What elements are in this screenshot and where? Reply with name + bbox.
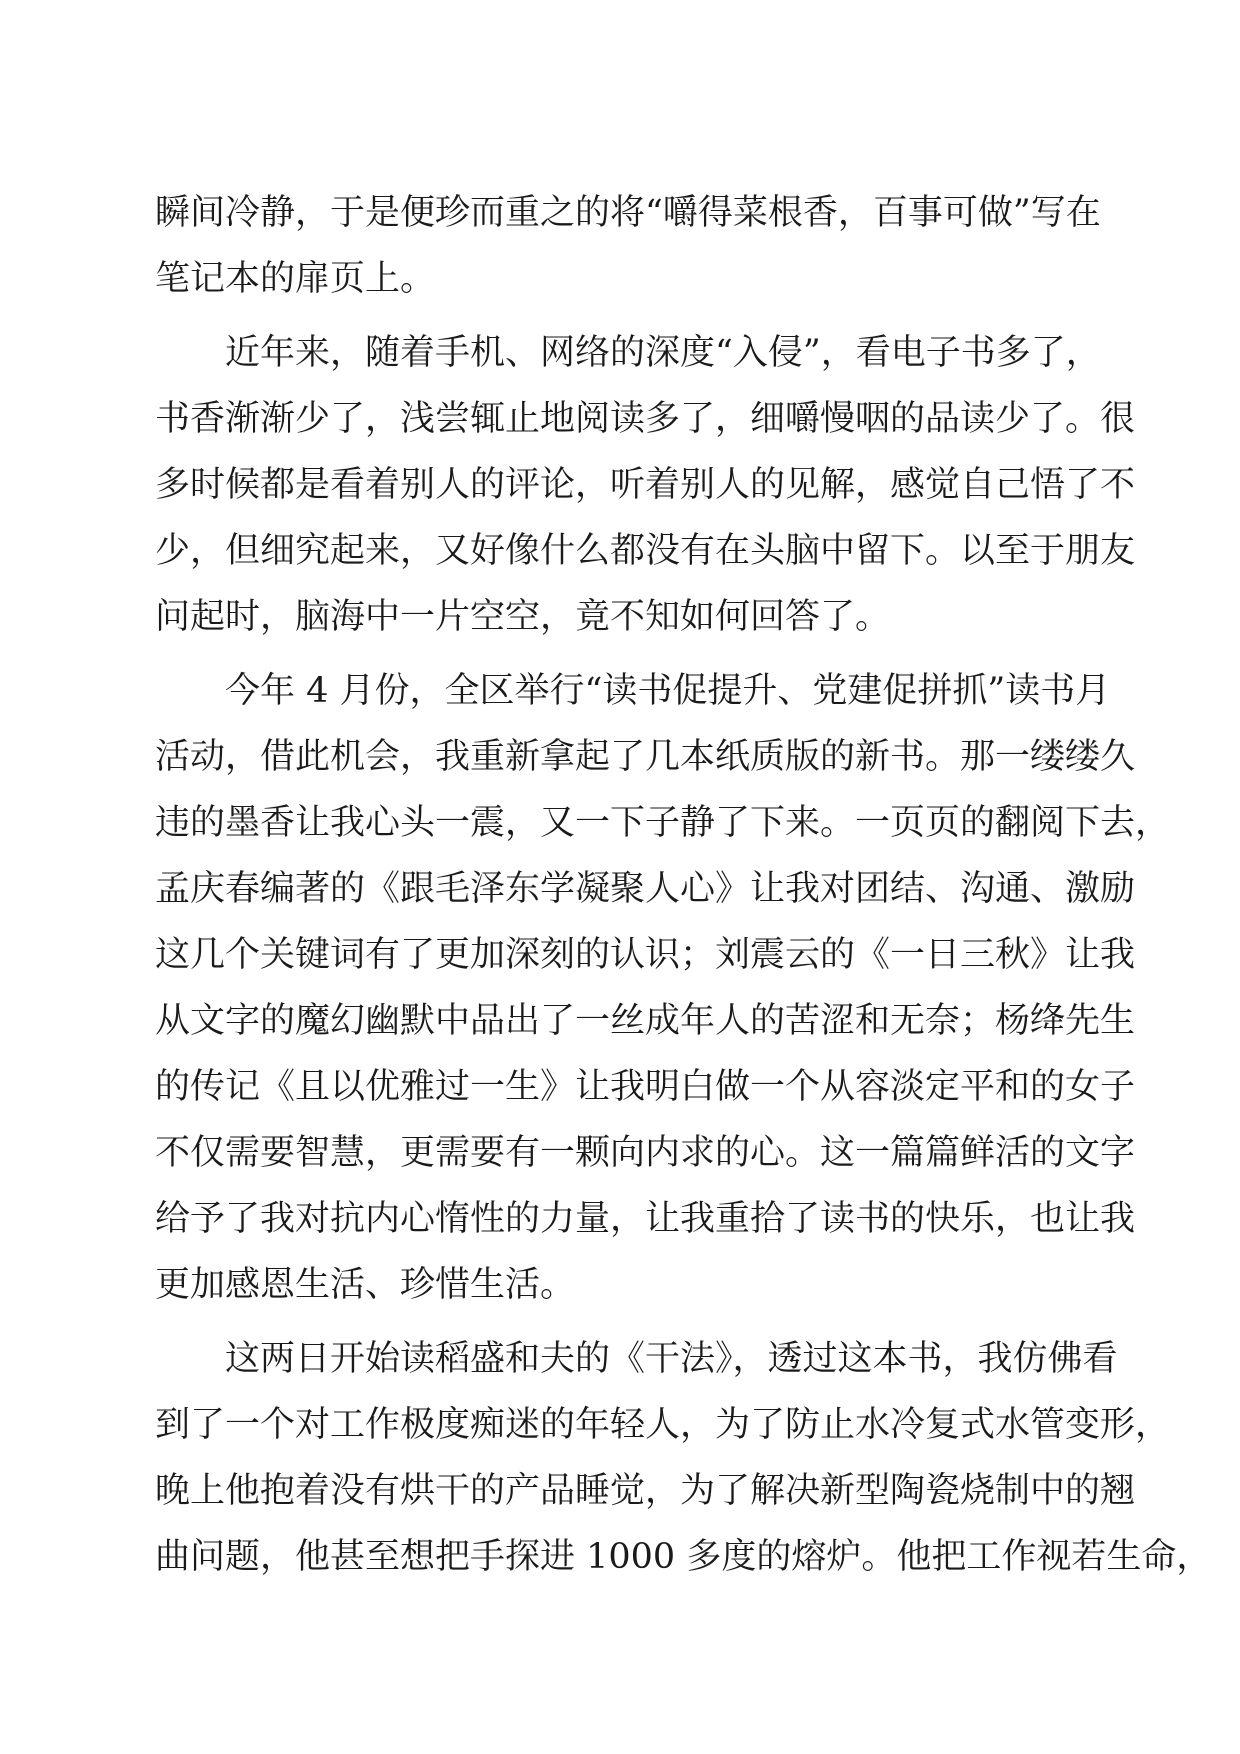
text-line: 瞬间冷静，于是便珍而重之的将“嚼得菜根香，百事可做”写在	[155, 193, 1101, 233]
text-line: 书香渐渐少了，浅尝辄止地阅读多了，细嚼慢咽的品读少了。很	[155, 399, 1136, 439]
text-line: 少，但细究起来，又好像什么都没有在头脑中留下。以至于朋友	[155, 531, 1136, 571]
text-line: 近年来，随着手机、网络的深度“入侵”，看电子书多了，	[225, 333, 1101, 373]
text-line: 笔记本的扉页上。	[155, 259, 436, 299]
text-line: 的传记《且以优雅过一生》让我明白做一个从容淡定平和的女子	[155, 1067, 1136, 1107]
text-line: 从文字的魔幻幽默中品出了一丝成年人的苦涩和无奈；杨绛先生	[155, 1001, 1136, 1041]
text-line: 到了一个对工作极度痴迷的年轻人，为了防止水冷复式水管变形，	[155, 1405, 1171, 1445]
body-text	[155, 180, 1212, 1590]
text-line: 给予了我对抗内心惰性的力量，让我重拾了读书的快乐，也让我	[155, 1199, 1136, 1239]
text-line: 这几个关键词有了更加深刻的认识；刘震云的《一日三秋》让我	[155, 935, 1136, 975]
text-line: 活动，借此机会，我重新拿起了几本纸质版的新书。那一缕缕久	[155, 737, 1136, 777]
text-line: 问起时，脑海中一片空空，竟不知如何回答了。	[155, 597, 891, 637]
text-line: 多时候都是看着别人的评论，听着别人的见解，感觉自己悟了不	[155, 465, 1136, 505]
text-line: 更加感恩生活、珍惜生活。	[155, 1265, 576, 1305]
text-line: 曲问题，他甚至想把手探进 1000 多度的熔炉。他把工作视若生命，	[155, 1537, 1212, 1577]
text-line: 不仅需要智慧，更需要有一颗向内求的心。这一篇篇鲜活的文字	[155, 1133, 1136, 1173]
text-line: 晚上他抱着没有烘干的产品睡觉，为了解决新型陶瓷烧制中的翘	[155, 1471, 1136, 1511]
text-line: 这两日开始读稻盛和夫的《干法》，透过这本书，我仿佛看	[225, 1339, 1118, 1379]
text-line: 违的墨香让我心头一震，又一下子静了下来。一页页的翻阅下去，	[155, 803, 1171, 843]
text-line: 孟庆春编著的《跟毛泽东学凝聚人心》让我对团结、沟通、激励	[155, 869, 1136, 909]
text-line: 今年 4 月份，全区举行“读书促提升、党建促拼抓”读书月	[225, 671, 1111, 711]
